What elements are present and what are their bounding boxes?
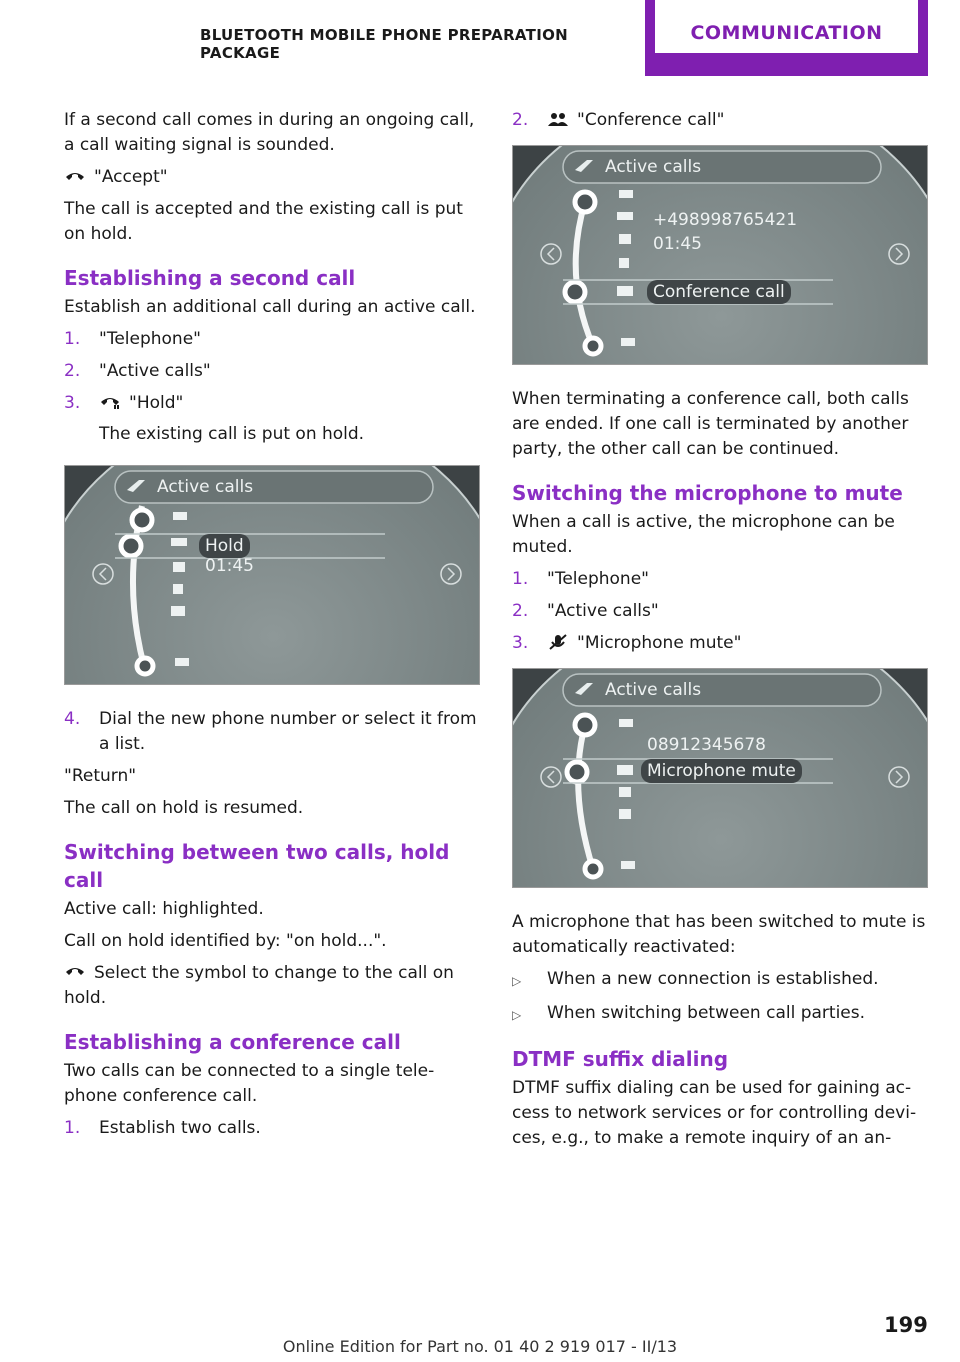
switch-text-1: Active call: highlighted. (64, 899, 264, 919)
accept-label: "Accept" (94, 167, 168, 187)
list-item: 3. "Microphone mute" (512, 633, 742, 653)
screen-title: Active calls (157, 477, 254, 497)
conference-screenshot (512, 145, 928, 365)
accept-desc: The call is accepted and the existing call is put on hold. (64, 199, 463, 244)
mute-desc: When a call is active, the microphone can be muted. (512, 512, 895, 557)
heading-dtmf: DTMF suffix dialing (512, 1047, 729, 1071)
page-number: 199 (884, 1313, 928, 1337)
left-column (64, 108, 480, 1148)
conference-end-text: When terminating a conference call, both calls are ended. If one call is terminated by another party, the other call can be continued. (512, 389, 909, 459)
switch-text-2: Call on hold identified by: "on hold...". (64, 931, 387, 951)
phone-number: 08912345678 (647, 735, 766, 755)
heading-switch: Switching between two calls, hold call (64, 840, 450, 892)
hold-highlight: Hold (199, 534, 250, 558)
dtmf-desc: DTMF suffix dialing can be used for gaining ac‐cess to network services or for controlling devi‐ces, e.g., to make a remote inquiry of an an‐ (512, 1078, 917, 1148)
microphone-mute-highlight: Microphone mute (641, 759, 802, 783)
list-item: 2. "Conference call" (512, 110, 725, 130)
mute-screenshot (512, 668, 928, 888)
steps-mute (512, 567, 928, 656)
call-duration: 01:45 (205, 556, 254, 576)
bullet-arrow-icon: ▷ (512, 974, 522, 988)
heading-mute: Switching the microphone to mute (512, 481, 903, 505)
heading-conference: Establishing a conference call (64, 1030, 401, 1054)
phone-accept-icon (64, 168, 86, 184)
return-desc: The call on hold is resumed. (64, 798, 304, 818)
list-item: 1. "Telephone" (64, 329, 201, 349)
edition-footer: Online Edition for Part no. 01 40 2 919 017 - II/13 (282, 1337, 678, 1356)
phone-number: +498998765421 (653, 210, 798, 230)
list-item: 4. Dial the new phone number or select it from a list. (64, 709, 477, 754)
microphone-mute-icon (547, 634, 569, 650)
list-item: 2. "Active calls" (64, 361, 211, 381)
return-label: "Return" (64, 766, 137, 786)
accept-line (64, 165, 480, 190)
running-header: BLUETOOTH MOBILE PHONE PREPARATION PACKAGE (200, 26, 568, 62)
right-column (512, 108, 928, 1158)
hold-sub-text: The existing call is put on hold. (99, 424, 365, 444)
section-tab (645, 0, 928, 76)
bullet-arrow-icon: ▷ (512, 1008, 522, 1022)
switch-text-3: Select the symbol to change to the call on hold. (64, 963, 454, 1008)
reactivation-bullets (512, 967, 928, 1028)
screen-title: Active calls (605, 680, 702, 700)
phone-hold-icon (99, 394, 121, 410)
idrive-display-graphic (65, 466, 480, 685)
conference-highlight: Conference call (647, 280, 791, 304)
phone-switch-icon (64, 964, 86, 980)
second-call-desc: Establish an additional call during an active call. (64, 297, 476, 317)
list-item: 1. Establish two calls. (64, 1118, 261, 1138)
reactivated-desc: A microphone that has been switched to mute is automatically reactivated: (512, 912, 926, 957)
hold-screenshot (64, 465, 480, 685)
conference-call-icon (547, 111, 569, 127)
list-item: 3. "Hold" The existing call is put on hold. (64, 391, 480, 447)
call-duration: 01:45 (653, 234, 702, 254)
screen-title: Active calls (605, 157, 702, 177)
section-tab-label: COMMUNICATION (690, 22, 883, 44)
steps-second-call (64, 327, 480, 447)
list-item: 2. "Active calls" (512, 601, 659, 621)
heading-second-call: Establishing a second call (64, 266, 356, 290)
list-item: 1. "Telephone" (512, 569, 649, 589)
list-item: ▷ When switching between call parties. (512, 1001, 928, 1028)
idrive-display-graphic (513, 146, 928, 365)
list-item: ▷ When a new connection is established. (512, 967, 928, 994)
intro-text: If a second call comes in during an ongoing call, a call waiting signal is sounded. (64, 110, 475, 155)
conference-desc: Two calls can be connected to a single tele‐phone conference call. (64, 1061, 435, 1106)
